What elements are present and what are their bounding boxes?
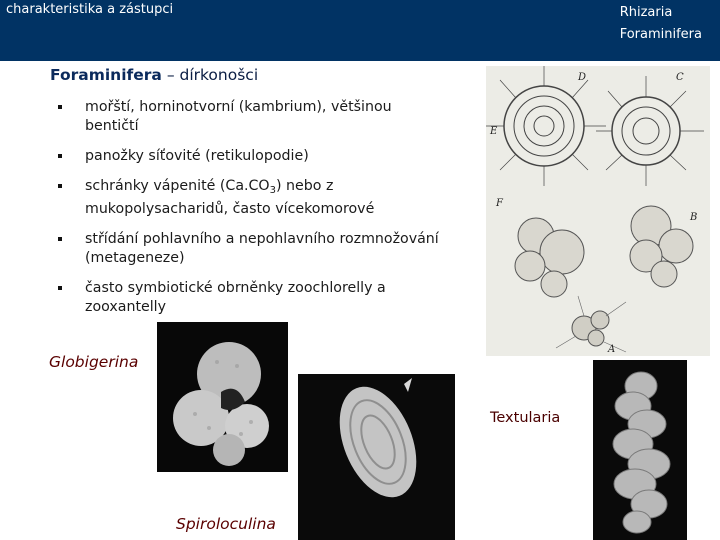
bullet-list <box>58 98 448 328</box>
bullet-icon <box>58 105 62 109</box>
bullet-icon <box>58 286 62 290</box>
bullet-icon <box>58 237 62 241</box>
slide-title-bold: Foraminifera <box>50 66 162 84</box>
bullet-text: střídání pohlavního a nepohlavního rozmnožování (metageneze) <box>85 231 439 266</box>
figure-letter: D <box>578 72 587 83</box>
globigerina-photo <box>157 322 288 472</box>
header-topic-line2: Foraminifera <box>619 27 702 42</box>
bullet-icon <box>58 184 62 188</box>
bullet-item <box>58 279 448 317</box>
figure-letter: B <box>690 212 698 223</box>
figure-letter: F <box>496 198 503 209</box>
header-topic <box>620 2 702 46</box>
bullet-item <box>58 230 448 268</box>
bullet-text: mořští, horninotvorní (kambrium), většinou bentičtí <box>85 99 392 134</box>
header-section-title: charakteristika a zástupci <box>6 2 174 17</box>
slide-title <box>50 66 258 84</box>
bullet-text-after: ) nebo z mukopolysacharidů, často vícekomorové <box>85 178 375 217</box>
figure-letter: C <box>676 72 684 83</box>
spiroloculina-photo <box>298 374 455 540</box>
caption-textularia: Textularia <box>490 410 561 426</box>
bullet-item <box>58 177 448 219</box>
caption-spiroloculina: Spiroloculina <box>176 515 276 533</box>
foraminifera-engraving-image <box>486 66 710 356</box>
bullet-text: často symbiotické obrněnky zoochlorelly a zooxantelly <box>85 280 386 315</box>
header-bar <box>0 0 720 61</box>
caption-globigerina: Globigerina <box>49 353 139 371</box>
figure-letter: E <box>490 126 498 137</box>
bullet-item <box>58 147 448 166</box>
bullet-text-before: schránky vápenité (Ca.CO <box>85 178 270 194</box>
slide-title-rest: – dírkonošci <box>161 66 259 84</box>
figure-letter: A <box>608 344 616 355</box>
textularia-photo <box>593 360 687 540</box>
bullet-item <box>58 98 448 136</box>
bullet-subscript: 3 <box>269 185 276 196</box>
bullet-icon <box>58 154 62 158</box>
header-topic-line1: Rhizaria <box>619 5 673 20</box>
bullet-text: panožky síťovité (retikulopodie) <box>85 148 309 164</box>
